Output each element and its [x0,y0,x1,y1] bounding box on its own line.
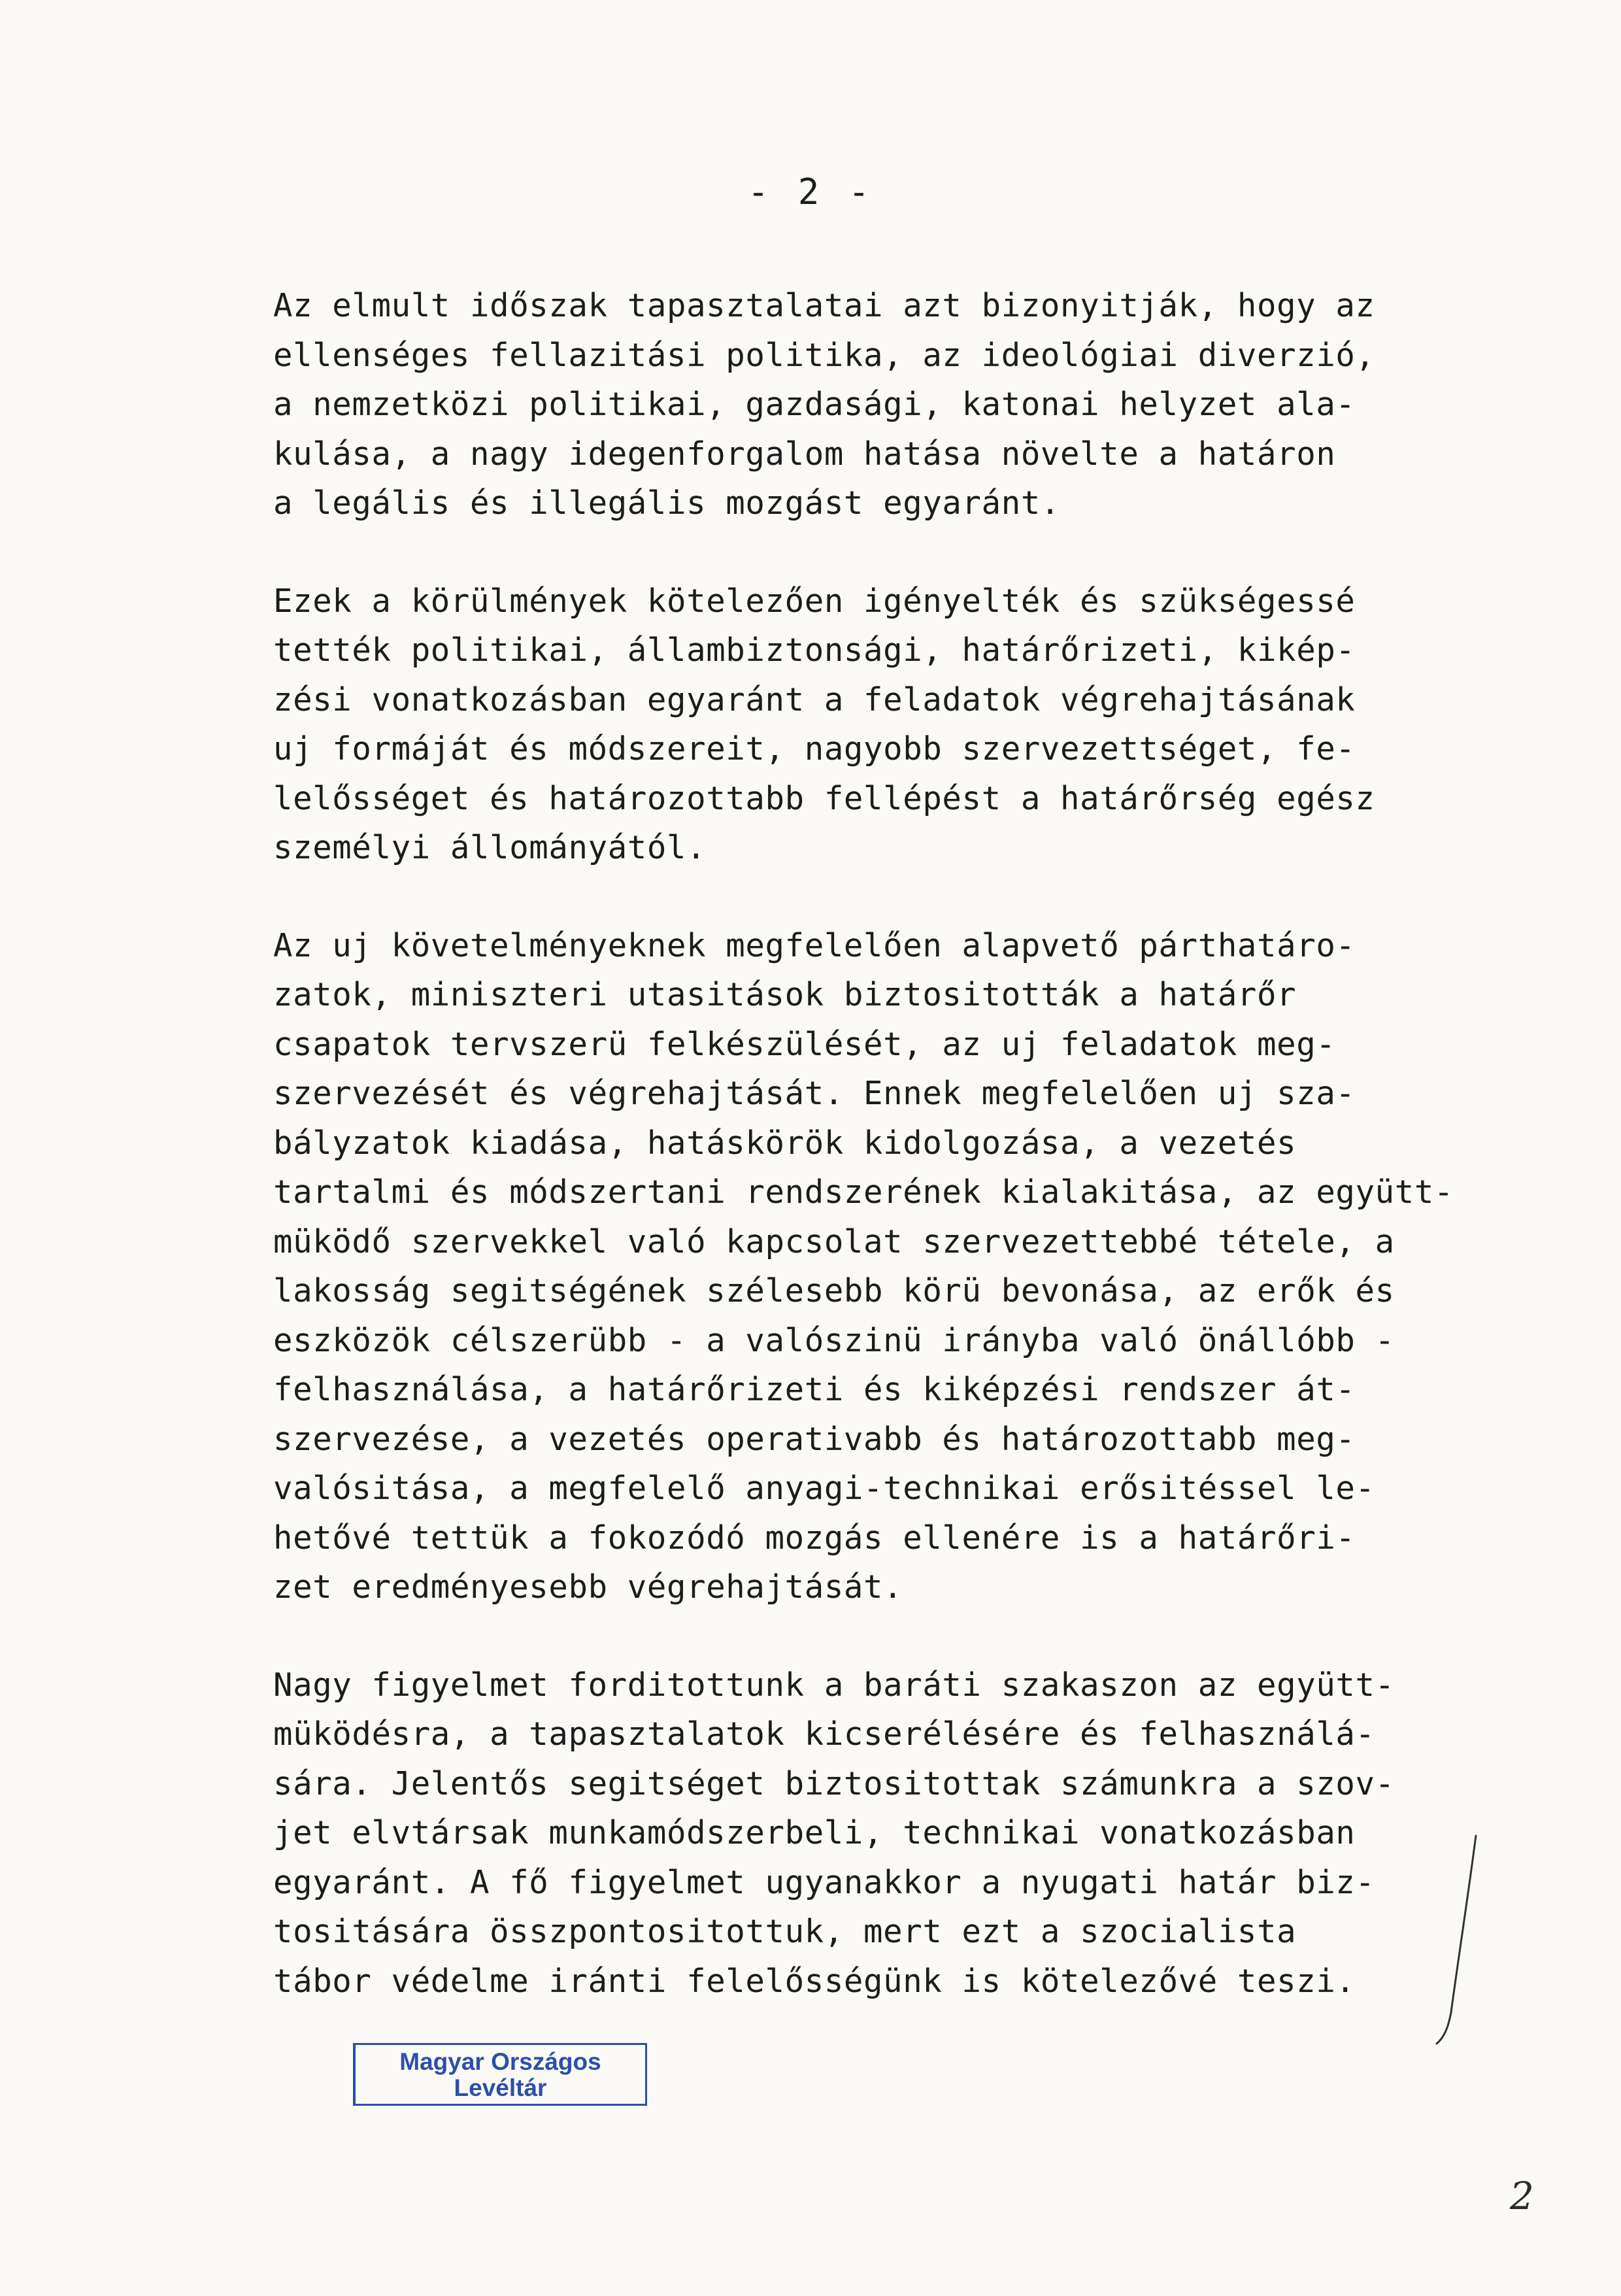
text-line: zési vonatkozásban egyaránt a feladatok végrehajtásának [273,681,1356,718]
text-line: eszközök célszerübb - a valószinü irányba való önállóbb - [273,1321,1395,1359]
paragraph [273,281,1482,528]
text-line: Az elmult időszak tapasztalatai azt bizonyitják, hogy az [273,287,1375,324]
text-line: bályzatok kiadása, hatáskörök kidolgozása, a vezetés [273,1124,1297,1162]
text-line: lakosság segitségének szélesebb körü bevonása, az erők és [273,1272,1395,1309]
text-line: szervezése, a vezetés operativabb és határozottabb meg- [273,1420,1356,1458]
text-line: valósitása, a megfelelő anyagi-technikai erősitéssel le- [273,1470,1375,1507]
paragraph [273,1661,1482,2006]
text-line: kulása, a nagy idegenforgalom hatása növelte a határon [273,435,1336,473]
text-line: Az uj követelményeknek megfelelően alapvető párthatáro- [273,926,1356,964]
text-line: a legális és illegális mozgást egyaránt. [273,484,1061,522]
page-number: - 2 - [747,171,874,212]
text-line: zatok, miniszteri utasitások biztositották a határőr [273,976,1297,1013]
text-line: müködő szervekkel való kapcsolat szervezettebbé tétele, a [273,1223,1395,1260]
document-body [273,281,1482,2054]
text-line: ellenséges fellazitási politika, az ideológiai diverzió, [273,336,1375,374]
text-line: csapatok tervszerü felkészülését, az uj feladatok meg- [273,1025,1336,1063]
stamp-line-1: Magyar Országos [399,2048,601,2075]
text-line: hetővé tettük a fokozódó mozgás ellenére is a határőri- [273,1519,1356,1557]
margin-pen-mark [1425,1831,1484,2046]
text-line: jet elvtársak munkamódszerbeli, technikai vonatkozásban [273,1814,1356,1851]
text-line: tositására összpontositottuk, mert ezt a szocialista [273,1913,1297,1950]
text-line: Ezek a körülmények kötelezően igényelték és szükségessé [273,582,1356,620]
text-line: lelősséget és határozottabb fellépést a határőrség egész [273,779,1375,817]
text-line: felhasználása, a határőrizeti és kiképzési rendszer át- [273,1371,1356,1408]
text-line: Nagy figyelmet forditottunk a baráti szakaszon az együtt- [273,1666,1395,1704]
text-line: tartalmi és módszertani rendszerének kialakitása, az együtt- [273,1173,1454,1211]
paragraph [273,577,1482,873]
text-line: tették politikai, állambiztonsági, határőrizeti, kikép- [273,632,1356,669]
text-line: tábor védelme iránti felelősségünk is kötelezővé teszi. [273,1962,1356,2000]
text-line: müködésra, a tapasztalatok kicserélésére és felhasználá- [273,1715,1375,1753]
text-line: egyaránt. A fő figyelmet ugyanakkor a nyugati határ biz- [273,1863,1375,1901]
text-line: a nemzetközi politikai, gazdasági, katonai helyzet ala- [273,386,1356,423]
stamp-line-2: Levéltár [454,2074,547,2101]
archive-stamp [353,2043,647,2106]
text-line: uj formáját és módszereit, nagyobb szervezettséget, fe- [273,730,1356,768]
text-line: szervezését és végrehajtását. Ennek megfelelően uj sza- [273,1075,1356,1112]
text-line: zet eredményesebb végrehajtását. [273,1568,903,1606]
handwritten-folio-number: 2 [1510,2174,1534,2218]
text-line: sára. Jelentős segitséget biztositottak számunkra a szov- [273,1764,1395,1802]
paragraph [273,921,1482,1612]
text-line: személyi állományától. [273,829,707,866]
